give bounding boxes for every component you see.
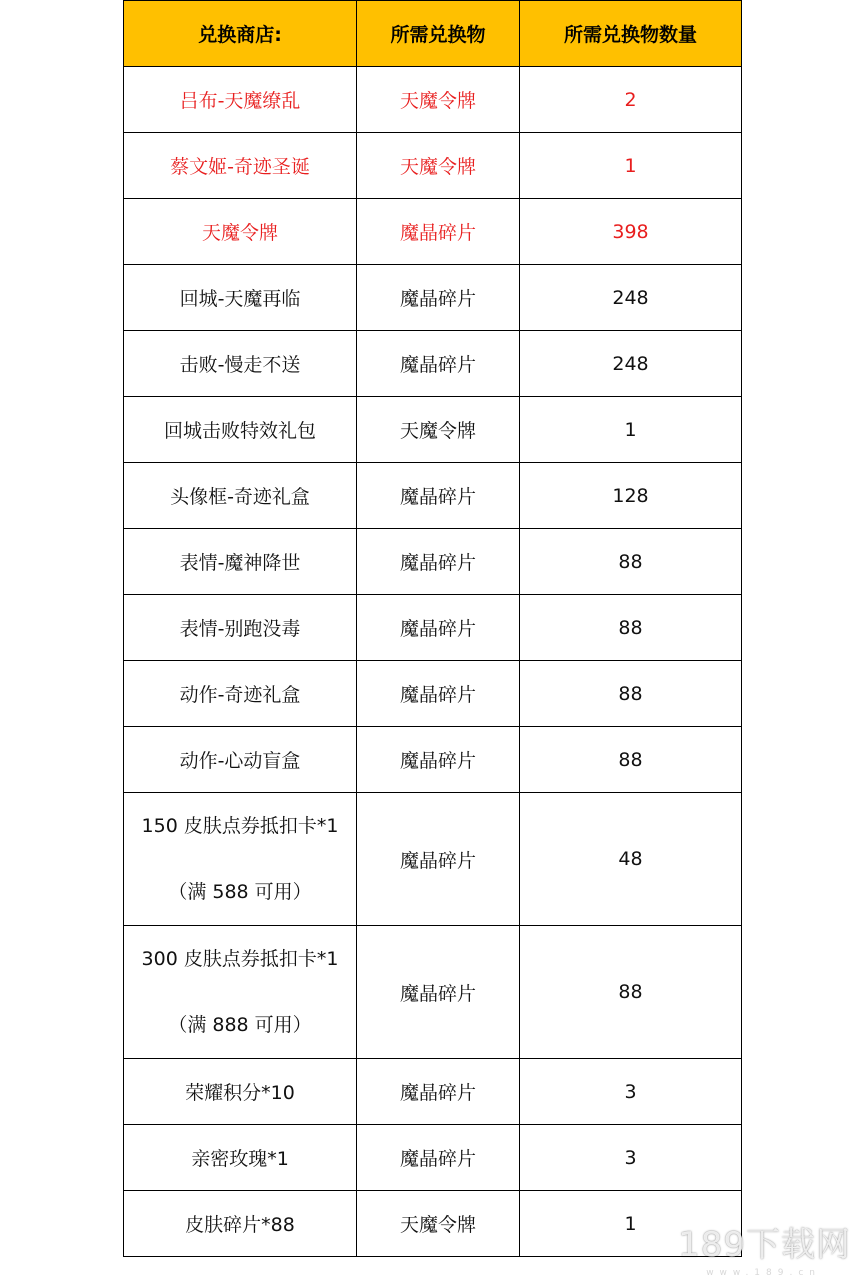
table-row [124, 331, 742, 397]
cell-item: 回城-天魔再临 [124, 265, 357, 331]
site-watermark-url: www.189.cn [706, 1268, 821, 1278]
cell-currency: 魔晶碎片 [357, 265, 520, 331]
table-row [124, 529, 742, 595]
cell-currency: 魔晶碎片 [357, 926, 520, 1059]
cell-item-line2: （满 888 可用） [168, 1014, 312, 1036]
table-row [124, 727, 742, 793]
cell-item: 蔡文姬-奇迹圣诞 [124, 133, 357, 199]
cell-item: 天魔令牌 [124, 199, 357, 265]
cell-currency: 魔晶碎片 [357, 661, 520, 727]
cell-currency: 天魔令牌 [357, 1191, 520, 1257]
cell-quantity: 88 [520, 529, 742, 595]
cell-currency: 天魔令牌 [357, 397, 520, 463]
cell-item: 荣耀积分*10 [124, 1059, 357, 1125]
cell-item: 头像框-奇迹礼盒 [124, 463, 357, 529]
cell-currency: 魔晶碎片 [357, 463, 520, 529]
cell-quantity: 1 [520, 397, 742, 463]
cell-quantity: 88 [520, 595, 742, 661]
table-row [124, 397, 742, 463]
cell-quantity: 88 [520, 727, 742, 793]
cell-item: 表情-别跑没毒 [124, 595, 357, 661]
site-watermark: 189下载网 [678, 1225, 851, 1265]
cell-quantity: 248 [520, 331, 742, 397]
table-row [124, 926, 742, 1059]
cell-currency: 魔晶碎片 [357, 331, 520, 397]
cell-item: 亲密玫瑰*1 [124, 1125, 357, 1191]
table-row [124, 265, 742, 331]
header-shop-item: 兑换商店: [124, 1, 357, 67]
cell-item [124, 793, 357, 926]
cell-item: 皮肤碎片*88 [124, 1191, 357, 1257]
cell-currency: 魔晶碎片 [357, 529, 520, 595]
table-row [124, 67, 742, 133]
table-row [124, 133, 742, 199]
cell-item: 回城击败特效礼包 [124, 397, 357, 463]
table-row [124, 661, 742, 727]
cell-currency: 魔晶碎片 [357, 793, 520, 926]
table-row [124, 199, 742, 265]
table-row [124, 595, 742, 661]
table-row [124, 1059, 742, 1125]
cell-quantity: 88 [520, 661, 742, 727]
cell-item: 动作-心动盲盒 [124, 727, 357, 793]
cell-quantity: 398 [520, 199, 742, 265]
cell-quantity: 2 [520, 67, 742, 133]
header-required-currency: 所需兑换物 [357, 1, 520, 67]
cell-item: 击败-慢走不送 [124, 331, 357, 397]
cell-currency: 魔晶碎片 [357, 727, 520, 793]
header-required-quantity: 所需兑换物数量 [520, 1, 742, 67]
cell-currency: 天魔令牌 [357, 133, 520, 199]
cell-quantity: 3 [520, 1125, 742, 1191]
table-row [124, 1125, 742, 1191]
table-row [124, 463, 742, 529]
table-row [124, 1191, 742, 1257]
cell-item-line1: 300 皮肤点券抵扣卡*1 [141, 948, 339, 970]
cell-item: 动作-奇迹礼盒 [124, 661, 357, 727]
exchange-shop-table [123, 0, 742, 1257]
cell-quantity: 88 [520, 926, 742, 1059]
cell-quantity: 48 [520, 793, 742, 926]
cell-item-line2: （满 588 可用） [168, 881, 312, 903]
cell-quantity: 3 [520, 1059, 742, 1125]
cell-item: 表情-魔神降世 [124, 529, 357, 595]
cell-item [124, 926, 357, 1059]
cell-currency: 魔晶碎片 [357, 595, 520, 661]
cell-item-line1: 150 皮肤点券抵扣卡*1 [141, 815, 339, 837]
cell-currency: 魔晶碎片 [357, 1125, 520, 1191]
cell-quantity: 1 [520, 1191, 742, 1257]
cell-currency: 魔晶碎片 [357, 199, 520, 265]
cell-item: 吕布-天魔缭乱 [124, 67, 357, 133]
cell-currency: 天魔令牌 [357, 67, 520, 133]
cell-currency: 魔晶碎片 [357, 1059, 520, 1125]
table-header-row [124, 1, 742, 67]
table-row [124, 793, 742, 926]
cell-quantity: 128 [520, 463, 742, 529]
cell-quantity: 1 [520, 133, 742, 199]
cell-quantity: 248 [520, 265, 742, 331]
